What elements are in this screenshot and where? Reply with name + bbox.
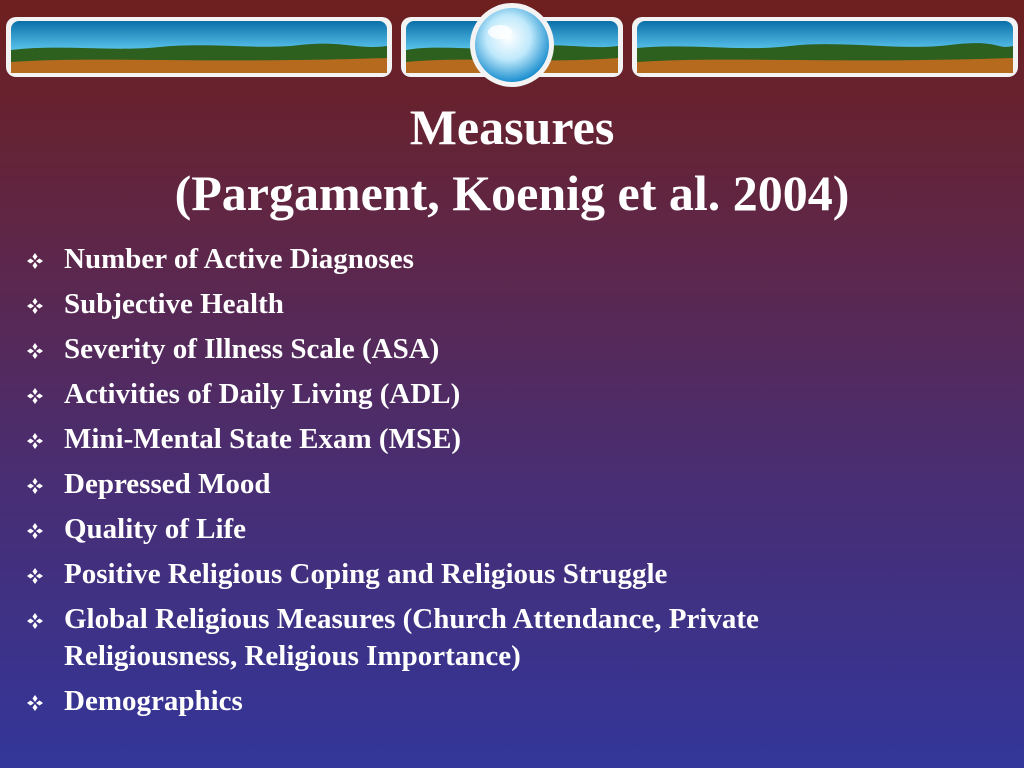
diamond-quad-icon <box>27 343 43 359</box>
bullet-text: Severity of Illness Scale (ASA) <box>64 333 440 365</box>
bullet-text: Demographics <box>64 685 243 717</box>
bullet-text: Activities of Daily Living (ADL) <box>64 378 461 410</box>
list-item <box>0 421 904 458</box>
bullet-text: Quality of Life <box>64 513 247 545</box>
list-item <box>0 466 904 503</box>
diamond-quad-icon <box>27 298 43 314</box>
diamond-quad-icon <box>27 613 43 629</box>
bullet-text: Positive Religious Coping and Religious Struggle <box>64 558 668 590</box>
list-item <box>0 601 904 675</box>
banner-panel-left <box>6 17 392 77</box>
bullet-text: Mini-Mental State Exam (MSE) <box>64 423 462 455</box>
diamond-quad-icon <box>27 523 43 539</box>
bullet-list <box>0 241 904 728</box>
diamond-quad-icon <box>27 253 43 269</box>
list-item <box>0 556 904 593</box>
bullet-text: Global Religious Measures (Church Attendance, Private Religiousness, Religious Importance) <box>64 603 759 672</box>
list-item <box>0 241 904 278</box>
list-item <box>0 511 904 548</box>
diamond-quad-icon <box>27 388 43 404</box>
slide-title <box>0 94 1024 226</box>
bullet-text: Number of Active Diagnoses <box>64 243 414 275</box>
landscape-banner <box>0 0 1024 90</box>
globe-icon <box>470 3 554 87</box>
slide-title-line1: Measures <box>409 99 615 155</box>
list-item <box>0 376 904 413</box>
slide-title-line2: (Pargament, Koenig et al. 2004) <box>174 165 850 221</box>
list-item <box>0 331 904 368</box>
bullet-text: Depressed Mood <box>64 468 271 500</box>
bullet-text: Subjective Health <box>64 288 284 320</box>
diamond-quad-icon <box>27 433 43 449</box>
diamond-quad-icon <box>27 695 43 711</box>
banner-panel-right <box>632 17 1018 77</box>
diamond-quad-icon <box>27 478 43 494</box>
diamond-quad-icon <box>27 568 43 584</box>
list-item <box>0 286 904 323</box>
list-item <box>0 683 904 720</box>
